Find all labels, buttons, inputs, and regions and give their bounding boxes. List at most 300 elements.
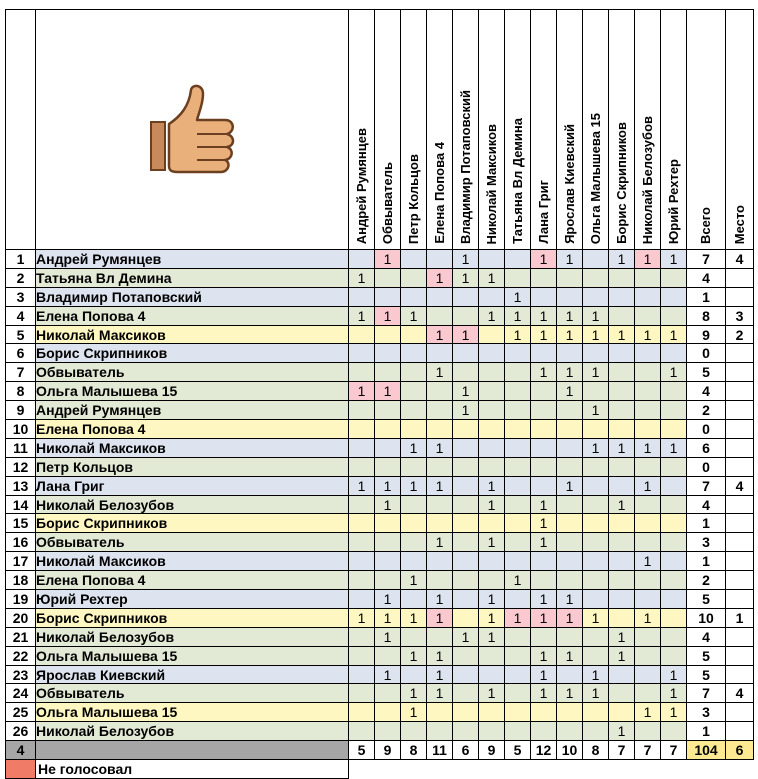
row-place	[726, 401, 754, 420]
vote-cell: 1	[427, 684, 453, 703]
table-row	[6, 514, 754, 533]
vote-cell	[479, 438, 505, 457]
vote-cell	[609, 608, 635, 627]
row-place	[726, 571, 754, 590]
row-place: 4	[726, 250, 754, 269]
vote-cell: 1	[427, 363, 453, 382]
vote-cell: 1	[531, 495, 557, 514]
vote-cell	[531, 268, 557, 287]
vote-cell: 1	[609, 495, 635, 514]
vote-cell	[349, 438, 375, 457]
vote-cell	[427, 344, 453, 363]
vote-cell	[609, 363, 635, 382]
vote-cell: 1	[453, 627, 479, 646]
vote-cell: 1	[401, 646, 427, 665]
row-number: 23	[6, 665, 36, 684]
table-row	[6, 420, 754, 439]
vote-cell: 1	[531, 608, 557, 627]
row-total: 5	[687, 363, 726, 382]
table-row	[6, 363, 754, 382]
vote-cell: 1	[661, 325, 687, 344]
footer-row	[6, 741, 754, 760]
vote-cell	[557, 438, 583, 457]
row-name: Андрей Румянцев	[36, 401, 349, 420]
vote-cell: 1	[505, 306, 531, 325]
vote-cell	[427, 722, 453, 741]
row-total: 4	[687, 495, 726, 514]
row-name: Ольга Малышева 15	[36, 646, 349, 665]
row-place	[726, 495, 754, 514]
vote-cell	[505, 533, 531, 552]
vote-cell	[609, 382, 635, 401]
vote-cell	[479, 382, 505, 401]
column-sum: 7	[661, 741, 687, 760]
vote-cell: 1	[609, 250, 635, 269]
vote-cell: 1	[557, 325, 583, 344]
table-row	[6, 476, 754, 495]
vote-cell: 1	[375, 627, 401, 646]
vote-cell	[401, 401, 427, 420]
vote-cell	[349, 287, 375, 306]
vote-cell	[635, 363, 661, 382]
row-number: 16	[6, 533, 36, 552]
vote-cell	[557, 571, 583, 590]
vote-cell: 1	[557, 250, 583, 269]
column-header-label: Петр Кольцов	[405, 153, 421, 244]
vote-cell	[661, 268, 687, 287]
vote-cell	[349, 514, 375, 533]
vote-cell: 1	[557, 590, 583, 609]
vote-cell	[609, 533, 635, 552]
row-place	[726, 665, 754, 684]
vote-cell	[479, 325, 505, 344]
column-header	[661, 10, 687, 250]
vote-cell: 1	[583, 684, 609, 703]
vote-cell: 1	[557, 646, 583, 665]
row-place	[726, 590, 754, 609]
vote-cell	[479, 514, 505, 533]
vote-cell: 1	[349, 268, 375, 287]
table-row	[6, 401, 754, 420]
vote-cell	[453, 287, 479, 306]
vote-cell: 1	[427, 325, 453, 344]
column-sum: 7	[609, 741, 635, 760]
vote-cell	[375, 552, 401, 571]
vote-cell	[583, 646, 609, 665]
column-sum: 10	[557, 741, 583, 760]
vote-cell: 1	[661, 438, 687, 457]
row-name: Обвыватель	[36, 684, 349, 703]
vote-cell	[583, 250, 609, 269]
thumbs-up-icon	[137, 80, 247, 180]
row-number: 3	[6, 287, 36, 306]
column-sum: 8	[401, 741, 427, 760]
vote-cell	[505, 552, 531, 571]
vote-cell	[661, 476, 687, 495]
vote-cell	[427, 287, 453, 306]
vote-cell: 1	[427, 533, 453, 552]
row-name: Юрий Рехтер	[36, 590, 349, 609]
vote-cell	[661, 627, 687, 646]
vote-cell	[375, 571, 401, 590]
vote-cell	[583, 344, 609, 363]
row-name: Елена Попова 4	[36, 420, 349, 439]
vote-cell	[505, 703, 531, 722]
row-total: 7	[687, 250, 726, 269]
vote-cell: 1	[427, 476, 453, 495]
vote-cell	[479, 420, 505, 439]
vote-cell	[505, 514, 531, 533]
vote-cell: 1	[609, 646, 635, 665]
vote-cell	[635, 646, 661, 665]
vote-cell	[427, 703, 453, 722]
vote-cell	[557, 665, 583, 684]
vote-cell	[583, 722, 609, 741]
vote-cell	[505, 495, 531, 514]
vote-cell	[505, 438, 531, 457]
vote-cell: 1	[479, 627, 505, 646]
column-header-label: Борис Скрипников	[613, 122, 629, 244]
footer-place: 6	[726, 741, 754, 760]
column-header-label: Ольга Малышева 15	[587, 112, 603, 244]
vote-cell	[661, 533, 687, 552]
row-total: 10	[687, 608, 726, 627]
vote-cell: 1	[557, 684, 583, 703]
vote-cell	[349, 420, 375, 439]
vote-cell: 1	[401, 476, 427, 495]
vote-cell	[531, 703, 557, 722]
table-row	[6, 722, 754, 741]
vote-cell	[427, 401, 453, 420]
vote-cell	[661, 495, 687, 514]
row-number: 22	[6, 646, 36, 665]
vote-cell	[505, 268, 531, 287]
vote-cell	[609, 590, 635, 609]
row-name: Андрей Румянцев	[36, 250, 349, 269]
column-header	[401, 10, 427, 250]
row-total: 4	[687, 382, 726, 401]
vote-cell	[661, 552, 687, 571]
vote-cell: 1	[479, 476, 505, 495]
row-name: Ярослав Киевский	[36, 665, 349, 684]
row-total: 1	[687, 514, 726, 533]
vote-cell	[427, 306, 453, 325]
row-total: 4	[687, 627, 726, 646]
column-sum: 8	[583, 741, 609, 760]
row-number: 20	[6, 608, 36, 627]
vote-cell	[635, 495, 661, 514]
vote-cell	[557, 344, 583, 363]
row-total: 6	[687, 438, 726, 457]
vote-cell	[609, 401, 635, 420]
column-header-label: Ярослав Киевский	[561, 124, 577, 244]
row-name: Обвыватель	[36, 363, 349, 382]
column-header-label: Николай Белозубов	[639, 115, 655, 244]
vote-cell	[349, 722, 375, 741]
vote-cell: 1	[375, 382, 401, 401]
vote-cell	[557, 420, 583, 439]
vote-cell	[349, 533, 375, 552]
vote-cell: 1	[401, 571, 427, 590]
vote-cell: 1	[661, 703, 687, 722]
column-sum: 12	[531, 741, 557, 760]
table-row	[6, 646, 754, 665]
vote-cell: 1	[661, 665, 687, 684]
vote-cell	[505, 627, 531, 646]
vote-cell	[635, 665, 661, 684]
column-header	[557, 10, 583, 250]
row-name: Борис Скрипников	[36, 608, 349, 627]
footer-spacer	[36, 741, 349, 760]
row-number: 10	[6, 420, 36, 439]
vote-cell	[557, 627, 583, 646]
vote-cell	[349, 665, 375, 684]
row-total: 1	[687, 287, 726, 306]
vote-cell: 1	[531, 250, 557, 269]
vote-cell	[661, 401, 687, 420]
vote-cell	[531, 287, 557, 306]
vote-cell	[453, 722, 479, 741]
vote-cell	[479, 344, 505, 363]
thumb-cell	[36, 10, 349, 250]
vote-cell	[349, 344, 375, 363]
vote-cell: 1	[401, 703, 427, 722]
vote-cell: 1	[635, 703, 661, 722]
row-total: 0	[687, 344, 726, 363]
table-row	[6, 344, 754, 363]
vote-cell	[531, 476, 557, 495]
row-total: 5	[687, 646, 726, 665]
vote-cell	[375, 344, 401, 363]
vote-cell: 1	[531, 684, 557, 703]
vote-cell	[505, 476, 531, 495]
row-total: 1	[687, 722, 726, 741]
vote-cell	[427, 382, 453, 401]
vote-cell: 1	[583, 306, 609, 325]
vote-cell	[453, 495, 479, 514]
column-sum: 7	[635, 741, 661, 760]
column-header	[635, 10, 661, 250]
column-header	[531, 10, 557, 250]
vote-cell: 1	[557, 363, 583, 382]
vote-cell	[453, 363, 479, 382]
vote-cell	[661, 571, 687, 590]
vote-cell	[375, 514, 401, 533]
vote-cell	[661, 590, 687, 609]
row-place	[726, 363, 754, 382]
table-row	[6, 457, 754, 476]
vote-cell: 1	[453, 325, 479, 344]
vote-cell	[375, 457, 401, 476]
vote-cell: 1	[531, 590, 557, 609]
vote-cell	[557, 457, 583, 476]
row-total: 0	[687, 457, 726, 476]
column-header-label: Место	[731, 204, 747, 244]
vote-cell	[531, 722, 557, 741]
vote-cell	[375, 533, 401, 552]
row-place: 3	[726, 306, 754, 325]
vote-cell	[661, 722, 687, 741]
vote-cell	[401, 250, 427, 269]
vote-cell	[583, 552, 609, 571]
column-header-label: Елена Попова 4	[431, 142, 447, 244]
vote-cell	[583, 533, 609, 552]
vote-cell	[557, 533, 583, 552]
vote-cell	[557, 268, 583, 287]
vote-cell	[505, 382, 531, 401]
vote-cell	[661, 457, 687, 476]
vote-cell: 1	[635, 438, 661, 457]
vote-cell	[557, 401, 583, 420]
column-header-label: Юрий Рехтер	[665, 158, 681, 244]
vote-cell	[609, 306, 635, 325]
vote-cell: 1	[583, 665, 609, 684]
vote-cell	[609, 684, 635, 703]
row-total: 4	[687, 268, 726, 287]
vote-cell	[661, 420, 687, 439]
row-total: 1	[687, 552, 726, 571]
vote-cell	[609, 665, 635, 684]
voting-table	[5, 9, 754, 779]
vote-cell	[635, 457, 661, 476]
row-name: Николай Максиков	[36, 325, 349, 344]
vote-cell	[401, 363, 427, 382]
vote-cell: 1	[375, 608, 401, 627]
vote-cell	[375, 646, 401, 665]
vote-cell: 1	[635, 476, 661, 495]
row-name: Ольга Малышева 15	[36, 703, 349, 722]
vote-cell	[349, 627, 375, 646]
vote-cell	[531, 552, 557, 571]
column-header	[609, 10, 635, 250]
vote-cell	[349, 684, 375, 703]
vote-cell	[635, 420, 661, 439]
vote-cell	[453, 665, 479, 684]
vote-cell	[401, 420, 427, 439]
vote-cell	[453, 438, 479, 457]
vote-cell	[401, 627, 427, 646]
vote-cell	[583, 571, 609, 590]
vote-cell	[349, 325, 375, 344]
row-place	[726, 438, 754, 457]
vote-cell: 1	[609, 325, 635, 344]
row-name: Николай Белозубов	[36, 627, 349, 646]
vote-cell	[635, 306, 661, 325]
vote-cell	[557, 722, 583, 741]
vote-cell: 1	[583, 401, 609, 420]
vote-cell	[583, 514, 609, 533]
row-total: 5	[687, 665, 726, 684]
vote-cell: 1	[375, 590, 401, 609]
vote-cell	[661, 514, 687, 533]
row-number: 24	[6, 684, 36, 703]
vote-cell: 1	[609, 627, 635, 646]
table-row	[6, 438, 754, 457]
vote-cell	[609, 514, 635, 533]
vote-cell	[583, 590, 609, 609]
vote-cell: 1	[427, 438, 453, 457]
vote-cell	[505, 722, 531, 741]
vote-cell	[401, 382, 427, 401]
column-header	[375, 10, 401, 250]
vote-cell	[349, 703, 375, 722]
row-number: 11	[6, 438, 36, 457]
column-header	[349, 10, 375, 250]
row-name: Петр Кольцов	[36, 457, 349, 476]
vote-cell: 1	[479, 306, 505, 325]
row-total: 2	[687, 401, 726, 420]
vote-cell	[479, 646, 505, 665]
table-row	[6, 684, 754, 703]
vote-cell	[401, 344, 427, 363]
vote-cell: 1	[375, 495, 401, 514]
vote-cell	[453, 552, 479, 571]
vote-cell	[349, 363, 375, 382]
vote-cell: 1	[661, 363, 687, 382]
legend-row	[6, 760, 754, 779]
vote-cell	[661, 608, 687, 627]
table-row	[6, 250, 754, 269]
table-row	[6, 325, 754, 344]
vote-cell	[401, 514, 427, 533]
vote-cell	[375, 363, 401, 382]
row-name: Татьяна Вл Демина	[36, 268, 349, 287]
vote-cell: 1	[479, 608, 505, 627]
row-place: 1	[726, 608, 754, 627]
vote-cell: 1	[583, 438, 609, 457]
vote-cell: 1	[375, 476, 401, 495]
row-place	[726, 268, 754, 287]
vote-cell	[583, 703, 609, 722]
row-number: 8	[6, 382, 36, 401]
vote-cell	[479, 722, 505, 741]
vote-cell	[635, 287, 661, 306]
table-row	[6, 703, 754, 722]
vote-cell	[531, 438, 557, 457]
row-total: 9	[687, 325, 726, 344]
row-number: 7	[6, 363, 36, 382]
column-header	[726, 10, 754, 250]
vote-cell: 1	[609, 438, 635, 457]
vote-cell	[557, 495, 583, 514]
column-sum: 6	[453, 741, 479, 760]
row-place	[726, 457, 754, 476]
row-name: Николай Белозубов	[36, 722, 349, 741]
vote-cell	[479, 457, 505, 476]
row-name: Владимир Потаповский	[36, 287, 349, 306]
vote-cell	[609, 571, 635, 590]
row-name: Борис Скрипников	[36, 514, 349, 533]
vote-cell: 1	[531, 363, 557, 382]
vote-cell	[505, 646, 531, 665]
vote-cell: 1	[349, 608, 375, 627]
vote-cell	[505, 420, 531, 439]
vote-cell	[505, 684, 531, 703]
row-name: Ольга Малышева 15	[36, 382, 349, 401]
vote-cell	[609, 703, 635, 722]
vote-cell	[557, 287, 583, 306]
vote-cell	[635, 627, 661, 646]
row-number: 25	[6, 703, 36, 722]
row-name: Николай Белозубов	[36, 495, 349, 514]
column-sum: 11	[427, 741, 453, 760]
row-total: 5	[687, 590, 726, 609]
vote-cell	[375, 438, 401, 457]
row-number: 9	[6, 401, 36, 420]
vote-cell	[349, 401, 375, 420]
vote-cell	[349, 590, 375, 609]
vote-cell: 1	[531, 325, 557, 344]
